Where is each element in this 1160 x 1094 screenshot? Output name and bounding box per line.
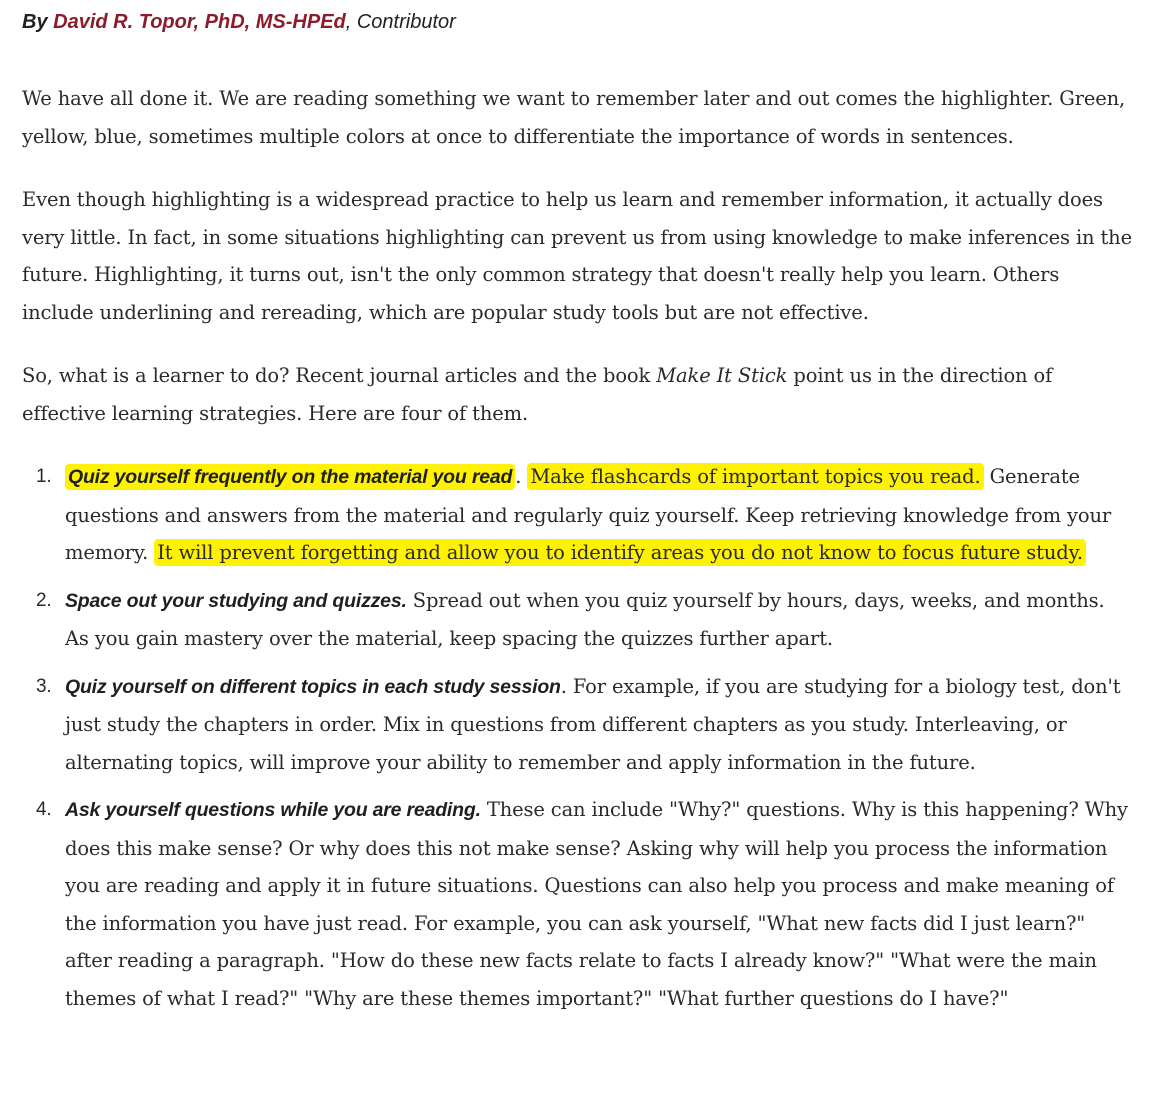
strategies-intro-text: So, what is a learner to do? Recent journal articles and the book	[22, 364, 657, 387]
highlighted-text: Make flashcards of important topics you read.	[527, 463, 983, 490]
author-link[interactable]: David R. Topor, PhD, MS-HPEd	[53, 11, 346, 33]
list-item-lead: Quiz yourself on different topics in each study session	[65, 675, 561, 698]
list-item: 1. Quiz yourself frequently on the material you read . Make flashcards of important topics you read. Generate questions and answers from the material and regularly quiz yourself. Keep retrieving knowledge from your memory. It will prevent forgetting and allow you to identify areas you do not know to focus future study.	[22, 458, 1132, 572]
highlighted-text: It will prevent forgetting and allow you to identify areas you do not know to focus future study.	[154, 539, 1086, 566]
byline	[22, 8, 1132, 36]
book-title: Make It Stick	[656, 364, 788, 387]
byline-role: , Contributor	[345, 11, 456, 33]
list-item-text: . For example, if you are studying for a biology test, don't just study the chapters in order. Mix in questions from different chapters as you study. Interleaving, or alternating topics, will improve your ability to remember and apply information in the future.	[65, 674, 1121, 774]
list-item-lead: Space out your studying and quizzes.	[65, 589, 407, 612]
list-item-number: 4.	[36, 799, 52, 820]
strategies-intro-text-end: point us in the direction of effective learning strategies. Here are four of them.	[22, 364, 1053, 425]
list-item-text: These can include "Why?" questions. Why is this happening? Why does this make sense? Or why does this not make sense? Asking why will help you process the information you are reading and apply it in future situations. Questions can also help you process and make meaning of the information you have just read. For example, you can ask yourself, "What new facts did I just learn?" after reading a paragraph. "How do these new facts relate to facts I already know?" "What were the main themes of what I read?" "Why are these themes important?" "What further questions do I have?"	[65, 798, 1128, 1010]
list-item	[22, 791, 1132, 1017]
list-item	[22, 582, 1132, 658]
list-item-number: 3.	[36, 675, 52, 697]
list-item-lead: Ask yourself questions while you are reading.	[65, 799, 481, 821]
list-item	[22, 668, 1132, 782]
list-item-number: 1.	[36, 466, 52, 487]
strategies-list	[22, 458, 1132, 1017]
list-item-lead: Quiz yourself frequently on the material you read	[65, 464, 515, 490]
byline-prefix: By	[22, 11, 48, 33]
list-item-text: Spread out when you quiz yourself by hours, days, weeks, and months. As you gain mastery over the material, keep spacing the quizzes further apart.	[65, 588, 1105, 650]
article-body	[22, 0, 1132, 1027]
intro-paragraph: We have all done it. We are reading something we want to remember later and out comes the highlighter. Green, yellow, blue, sometimes multiple colors at once to differentiate the importance of words in sentences.	[22, 87, 1126, 148]
list-item-number: 2.	[36, 589, 52, 611]
list-item-text: Generate questions and answers from the material and regularly quiz yourself. Keep retrieving knowledge from your memory.	[65, 465, 1112, 564]
highlighting-paragraph: Even though highlighting is a widespread practice to help us learn and remember information, it actually does very little. In fact, in some situations highlighting can prevent us from using knowledge to make inferences in the future. Highlighting, it turns out, isn't the only common strategy that doesn't really help you learn. Others include underlining and rereading, which are popular study tools but are not effective.	[22, 188, 1132, 324]
strategies-intro-paragraph	[22, 357, 1132, 432]
